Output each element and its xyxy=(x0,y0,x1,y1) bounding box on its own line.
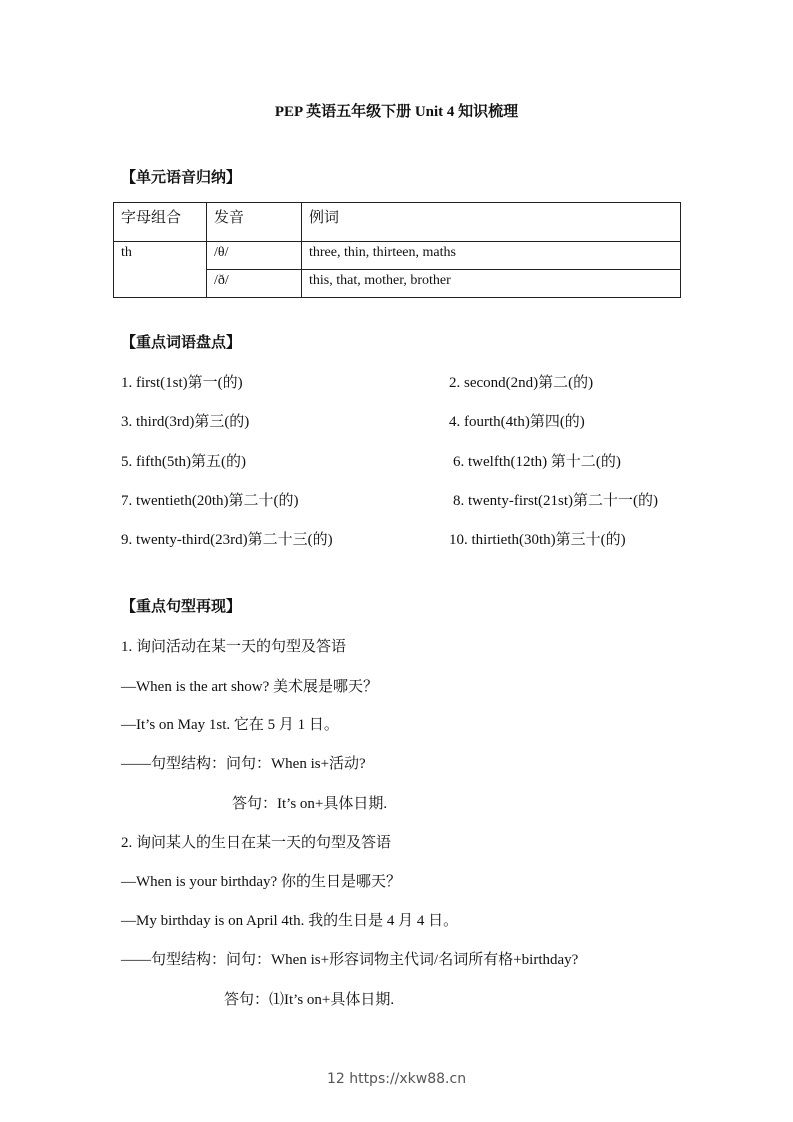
word-item: 8. twenty-first(21st)第二十一(的) xyxy=(453,493,658,509)
word-item: 10. thirtieth(30th)第三十(的) xyxy=(449,532,626,548)
sentence-line: 答句：⑴It’s on+具体日期. xyxy=(224,992,395,1008)
sound-cell: /ð/ xyxy=(207,270,302,298)
table-header-row xyxy=(114,203,681,242)
sentences-heading: 【重点句型再现】 xyxy=(121,599,242,615)
word-item: 7. twentieth(20th)第二十(的) xyxy=(121,493,299,509)
word-item: 2. second(2nd)第二(的) xyxy=(449,375,594,391)
sentence-line: —When is your birthday? 你的生日是哪天？ xyxy=(121,874,401,890)
sentence-line: ——句型结构：问句：When is+形容词物主代词/名词所有格+birthday? xyxy=(121,952,579,968)
word-item: 1. first(1st)第一(的) xyxy=(121,375,243,391)
examples-cell: this, that, mother, brother xyxy=(302,270,681,298)
word-item: 9. twenty-third(23rd)第二十三(的) xyxy=(121,532,333,548)
words-heading: 【重点词语盘点】 xyxy=(121,335,242,351)
sentence-line: —My birthday is on April 4th. 我的生日是 4 月 4 日。 xyxy=(121,913,459,929)
header-examples: 例词 xyxy=(302,203,681,242)
phonics-heading: 【单元语音归纳】 xyxy=(121,170,242,186)
letters-cell: th xyxy=(114,242,207,298)
phonics-table xyxy=(113,202,681,298)
page-title: PEP 英语五年级下册 Unit 4 知识梳理 xyxy=(274,104,519,120)
word-item: 6. twelfth(12th) 第十二(的) xyxy=(453,454,621,470)
header-letters: 字母组合 xyxy=(114,203,207,242)
sentence-line: —When is the art show? 美术展是哪天？ xyxy=(121,679,379,695)
sentence-line: 1. 询问活动在某一天的句型及答语 xyxy=(121,639,347,655)
sentence-line: —It’s on May 1st. 它在 5 月 1 日。 xyxy=(121,717,339,733)
sentence-line: ——句型结构：问句：When is+活动? xyxy=(121,756,366,772)
word-item: 5. fifth(5th)第五(的) xyxy=(121,454,246,470)
page-footer: 12 https://xkw88.cn xyxy=(326,1071,467,1087)
sentence-line: 2. 询问某人的生日在某一天的句型及答语 xyxy=(121,835,392,851)
word-item: 4. fourth(4th)第四(的) xyxy=(449,414,585,430)
table-row xyxy=(114,242,681,270)
sound-cell: /θ/ xyxy=(207,242,302,270)
examples-cell: three, thin, thirteen, maths xyxy=(302,242,681,270)
header-sound: 发音 xyxy=(207,203,302,242)
word-item: 3. third(3rd)第三(的) xyxy=(121,414,250,430)
sentence-line: 答句：It’s on+具体日期. xyxy=(232,796,388,812)
